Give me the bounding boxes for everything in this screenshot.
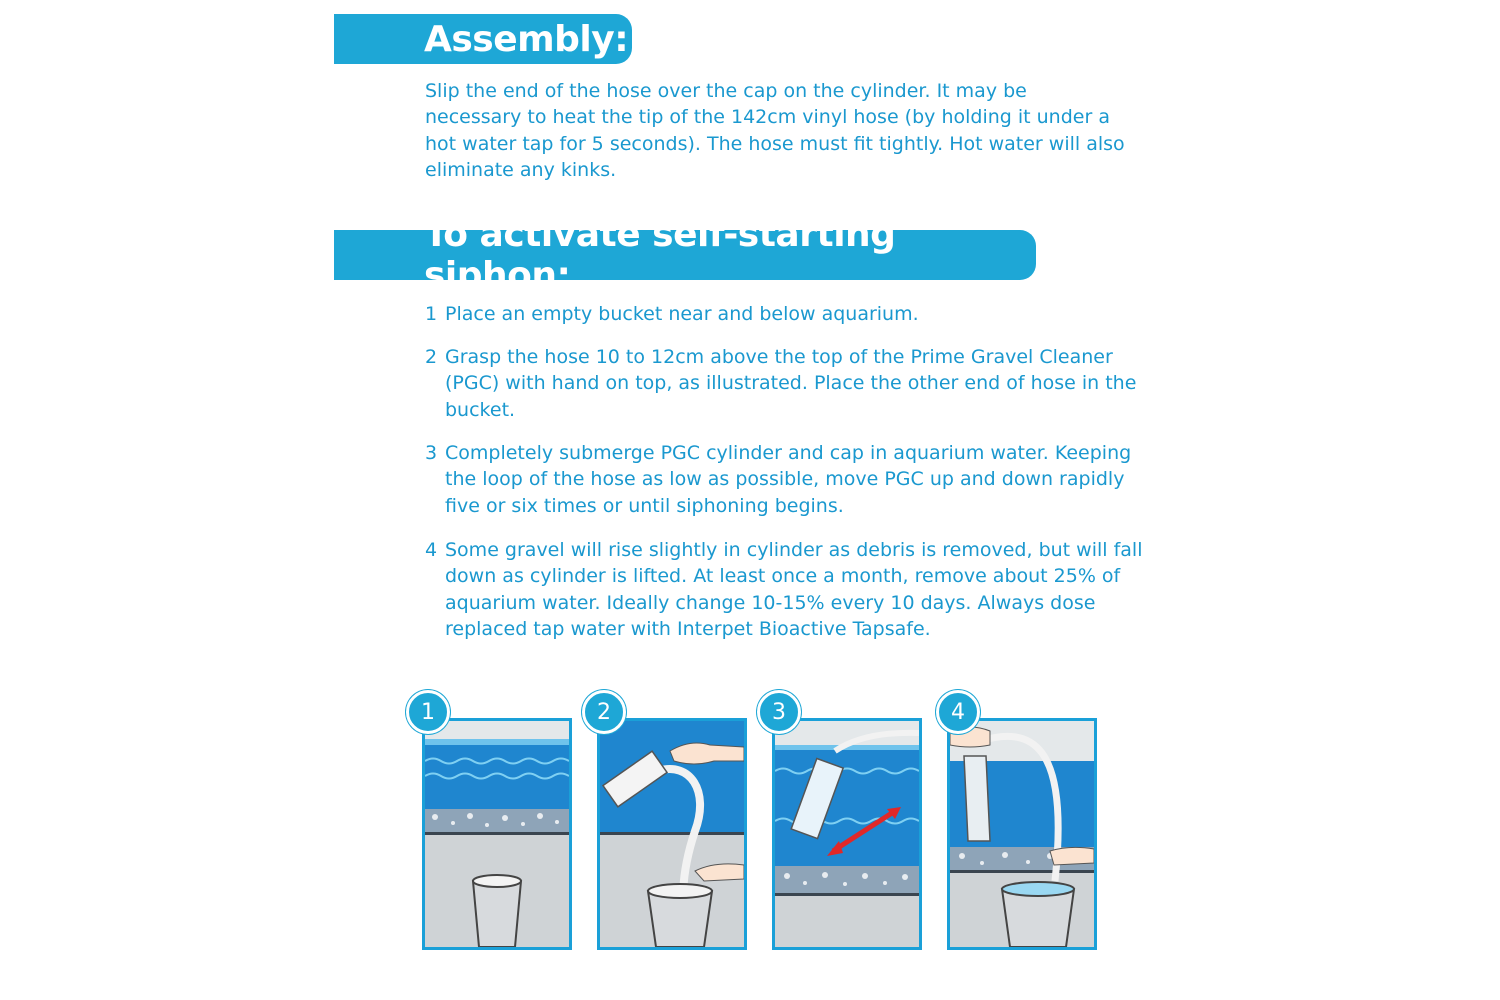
siphon-step-2 <box>425 344 1145 423</box>
assembly-heading-banner <box>334 14 632 64</box>
step-number: 4 <box>425 539 438 561</box>
illustration-panel-1 <box>422 718 572 950</box>
step-number: 1 <box>425 303 438 325</box>
siphon-step-4 <box>425 537 1145 642</box>
siphon-heading-banner <box>334 214 1036 296</box>
step-text: Some gravel will rise slightly in cylinder as debris is removed, but will fall down as cylinder is lifted. At least once a month, remove about 25% of aquarium water. Ideally change 10-15% every 10 days. Always dose replaced tap water with Interpet Bioactive Tapsafe. <box>445 539 1143 640</box>
step-number: 3 <box>425 442 438 464</box>
step-text: Completely submerge PGC cylinder and cap in aquarium water. Keeping the loop of the hose as low as possible, move PGC up and down rapidly five or six times or until siphoning begins. <box>445 442 1132 517</box>
illustration-panel-3 <box>772 718 922 950</box>
step-badge-2: 2 <box>582 690 626 734</box>
siphon-step-3 <box>425 440 1145 519</box>
hand-grasp-hose-icon <box>600 721 744 947</box>
siphon-heading: To activate self-starting siphon: <box>424 214 896 296</box>
assembly-heading: Assembly: <box>424 18 629 60</box>
step-text: Place an empty bucket near and below aquarium. <box>445 303 919 325</box>
aquarium-empty-bucket-icon <box>425 721 569 947</box>
step-badge-1: 1 <box>406 690 450 734</box>
siphon-step-1 <box>425 301 1145 327</box>
illustration-panel-2 <box>597 718 747 950</box>
step-number: 2 <box>425 346 438 368</box>
step-badge-3: 3 <box>757 690 801 734</box>
submerged-cylinder-up-down-icon <box>775 721 919 947</box>
step-badge-4: 4 <box>936 690 980 734</box>
step-text: Grasp the hose 10 to 12cm above the top of the Prime Gravel Cleaner (PGC) with hand on top, as illustrated. Place the other end of hose in the bucket. <box>445 346 1137 421</box>
illustration-panel-4 <box>947 718 1097 950</box>
assembly-instructions: Slip the end of the hose over the cap on the cylinder. It may be necessary to heat the tip of the 142cm vinyl hose (by holding it under a hot water tap for 5 seconds). The hose must fit tightly. Hot water will also eliminate any kinks. <box>425 80 1125 181</box>
siphoning-into-bucket-icon <box>950 721 1094 947</box>
